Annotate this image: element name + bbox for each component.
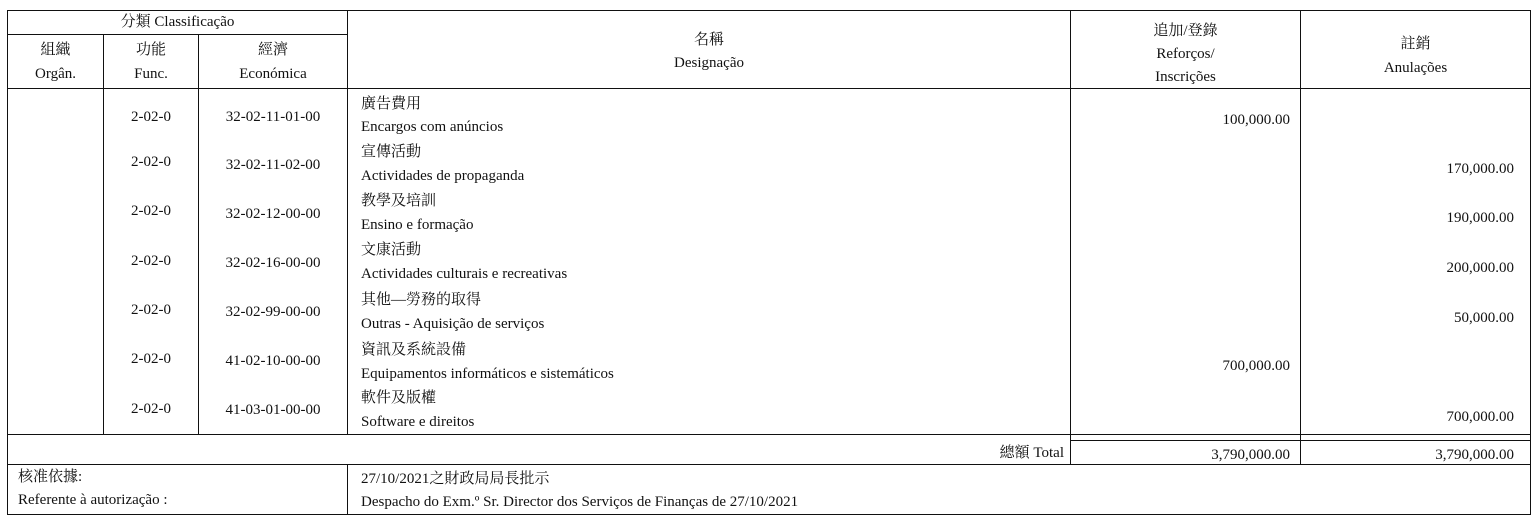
- approval-text-zh: 27/10/2021之財政局局長批示: [361, 471, 550, 487]
- rule-left: [7, 10, 8, 514]
- organ-header-zh: 組織: [40, 42, 71, 58]
- item-name-zh: 廣告費用: [361, 96, 422, 112]
- econ-code: 41-02-10-00-00: [225, 353, 321, 369]
- func-code: 2-02-0: [131, 351, 171, 367]
- rule-classification-under: [7, 34, 347, 35]
- rule-footer-divider: [347, 464, 348, 514]
- item-name-pt: Actividades culturais e recreativas: [361, 266, 568, 282]
- anulacao-amount: 170,000.00: [1446, 161, 1514, 177]
- anulacao-amount: 700,000.00: [1446, 409, 1514, 425]
- func-code: 2-02-0: [131, 203, 171, 219]
- designation-header-pt: Designação: [674, 55, 744, 71]
- reforco-amount: 100,000.00: [1222, 112, 1290, 128]
- total-anulacoes: 3,790,000.00: [1435, 447, 1514, 463]
- econ-header-zh: 經濟: [257, 42, 288, 58]
- func-code: 2-02-0: [131, 154, 171, 170]
- reforcos-header-zh: 追加/登錄: [1153, 23, 1218, 39]
- designation-header-zh: 名稱: [693, 32, 724, 48]
- approval-basis-zh: 核准依據:: [18, 469, 83, 485]
- anulacao-amount: 50,000.00: [1454, 310, 1514, 326]
- rule-organ-func: [103, 34, 104, 434]
- econ-code: 32-02-99-00-00: [225, 304, 321, 320]
- item-name-pt: Equipamentos informáticos e sistemáticos: [361, 366, 614, 382]
- func-code: 2-02-0: [131, 253, 171, 269]
- item-name-pt: Ensino e formação: [361, 217, 474, 233]
- rule-total-bottom: [7, 464, 1531, 465]
- item-name-zh: 文康活動: [361, 242, 422, 258]
- econ-code: 41-03-01-00-00: [225, 402, 321, 418]
- rule-reforcos-anul: [1300, 10, 1301, 464]
- reforcos-header-pt2: Inscrições: [1155, 69, 1216, 85]
- approval-basis-pt: Referente à autorização :: [18, 492, 168, 508]
- rule-header-bottom: [7, 88, 1531, 89]
- item-name-zh: 軟件及版權: [361, 390, 437, 406]
- classification-header: 分類 Classificação: [120, 14, 235, 30]
- rule-body-bottom: [7, 434, 1531, 435]
- rule-right: [1530, 10, 1531, 514]
- econ-code: 32-02-12-00-00: [225, 206, 321, 222]
- approval-text-pt: Despacho do Exm.º Sr. Director dos Serviços de Finanças de 27/10/2021: [361, 494, 799, 510]
- anulacoes-header-pt: Anulações: [1383, 60, 1448, 76]
- anulacao-amount: 190,000.00: [1446, 210, 1514, 226]
- anulacao-amount: 200,000.00: [1446, 260, 1514, 276]
- anulacoes-header-zh: 註銷: [1400, 36, 1431, 52]
- econ-code: 32-02-11-01-00: [225, 109, 321, 125]
- reforco-amount: 700,000.00: [1222, 358, 1290, 374]
- rule-econ-name: [347, 10, 348, 434]
- func-header-zh: 功能: [135, 42, 166, 58]
- item-name-pt: Outras - Aquisição de serviços: [361, 316, 545, 332]
- econ-header-pt: Económica: [239, 66, 307, 82]
- rule-bottom: [7, 514, 1531, 515]
- econ-code: 32-02-11-02-00: [225, 157, 321, 173]
- item-name-pt: Encargos com anúncios: [361, 119, 504, 135]
- func-code: 2-02-0: [131, 401, 171, 417]
- func-code: 2-02-0: [131, 109, 171, 125]
- rule-func-econ: [198, 34, 199, 434]
- item-name-zh: 資訊及系統設備: [361, 342, 467, 358]
- item-name-pt: Actividades de propaganda: [361, 168, 525, 184]
- func-header-pt: Func.: [134, 66, 168, 82]
- organ-header-pt: Orgân.: [35, 66, 76, 82]
- func-code: 2-02-0: [131, 302, 171, 318]
- total-label: 總額 Total: [999, 445, 1064, 461]
- item-name-zh: 其他—勞務的取得: [361, 292, 482, 308]
- item-name-zh: 宣傳活動: [361, 144, 422, 160]
- rule-top: [7, 10, 1531, 11]
- item-name-zh: 教學及培訓: [361, 193, 437, 209]
- reforcos-header-pt1: Reforços/: [1156, 46, 1215, 62]
- item-name-pt: Software e direitos: [361, 414, 475, 430]
- total-reforcos: 3,790,000.00: [1211, 447, 1290, 463]
- econ-code: 32-02-16-00-00: [225, 255, 321, 271]
